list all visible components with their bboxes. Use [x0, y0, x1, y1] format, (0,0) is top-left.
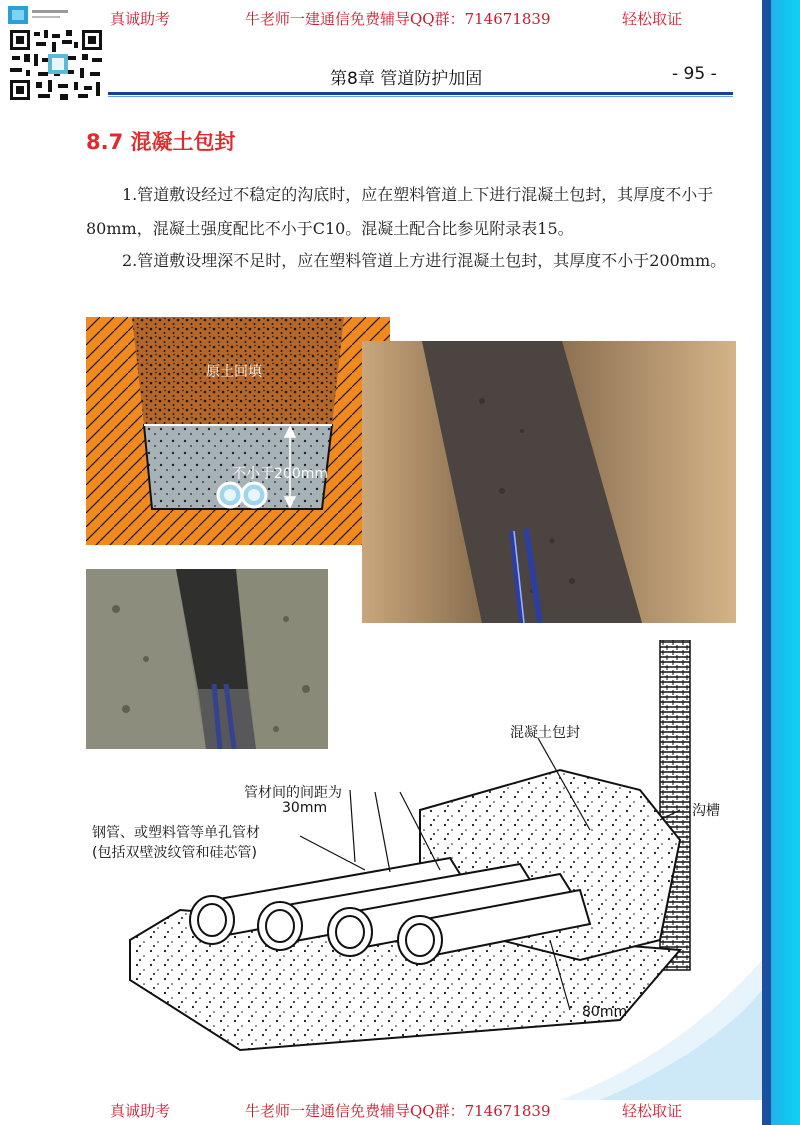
body-paragraph-1: 1.管道敷设经过不稳定的沟底时，应在塑料管道上下进行混凝土包封，其厚度不小于80mm，混凝土强度配比不小于C10。混凝土配合比参见附录表15。	[86, 185, 714, 238]
spacing-label-line2: 30mm	[282, 800, 328, 816]
publisher-logo	[8, 4, 70, 26]
bottom-thickness-label: 80mm	[582, 1004, 628, 1020]
header-rule-light	[108, 96, 733, 97]
banner-left-text: 真诚助考	[110, 10, 171, 28]
spacing-label-line1: 管材间的间距为	[244, 785, 342, 801]
footer-left-text: 真诚助考	[110, 1102, 171, 1120]
footer-right-text: 轻松取证	[622, 1102, 683, 1120]
footer-center-text: 牛老师一建通信免费辅导QQ群：714671839	[245, 1102, 551, 1120]
cross-section-figure	[86, 317, 390, 545]
top-banner	[0, 8, 760, 30]
backfill-label: 原土回填	[206, 364, 262, 380]
header-rule	[108, 92, 733, 95]
body-paragraph-2: 2.管道敷设埋深不足时，应在塑料管道上方进行混凝土包封，其厚度不小于200mm。	[122, 251, 727, 270]
encasement-label: 混凝土包封	[510, 725, 580, 741]
pipe-label-line2: (包括双壁波纹管和硅芯管)	[92, 845, 257, 861]
trench-label: 沟槽	[692, 803, 720, 819]
thickness-label: 不小于200mm	[232, 466, 328, 482]
footer-swoosh	[560, 960, 762, 1100]
trench-photo-large	[362, 341, 736, 623]
section-title: 8.7 混凝土包封	[86, 130, 236, 154]
footer-banner	[0, 1100, 760, 1122]
page-number: - 95 -	[672, 64, 717, 84]
chapter-heading: 第8章 管道防护加固	[330, 69, 483, 89]
banner-center-text: 牛老师一建通信免费辅导QQ群：714671839	[245, 10, 551, 28]
banner-right-text: 轻松取证	[622, 10, 683, 28]
pipe-label-line1: 钢管、或塑料管等单孔管材	[92, 825, 260, 841]
qr-code-icon	[8, 28, 104, 102]
side-decoration-stripe	[762, 0, 771, 1125]
